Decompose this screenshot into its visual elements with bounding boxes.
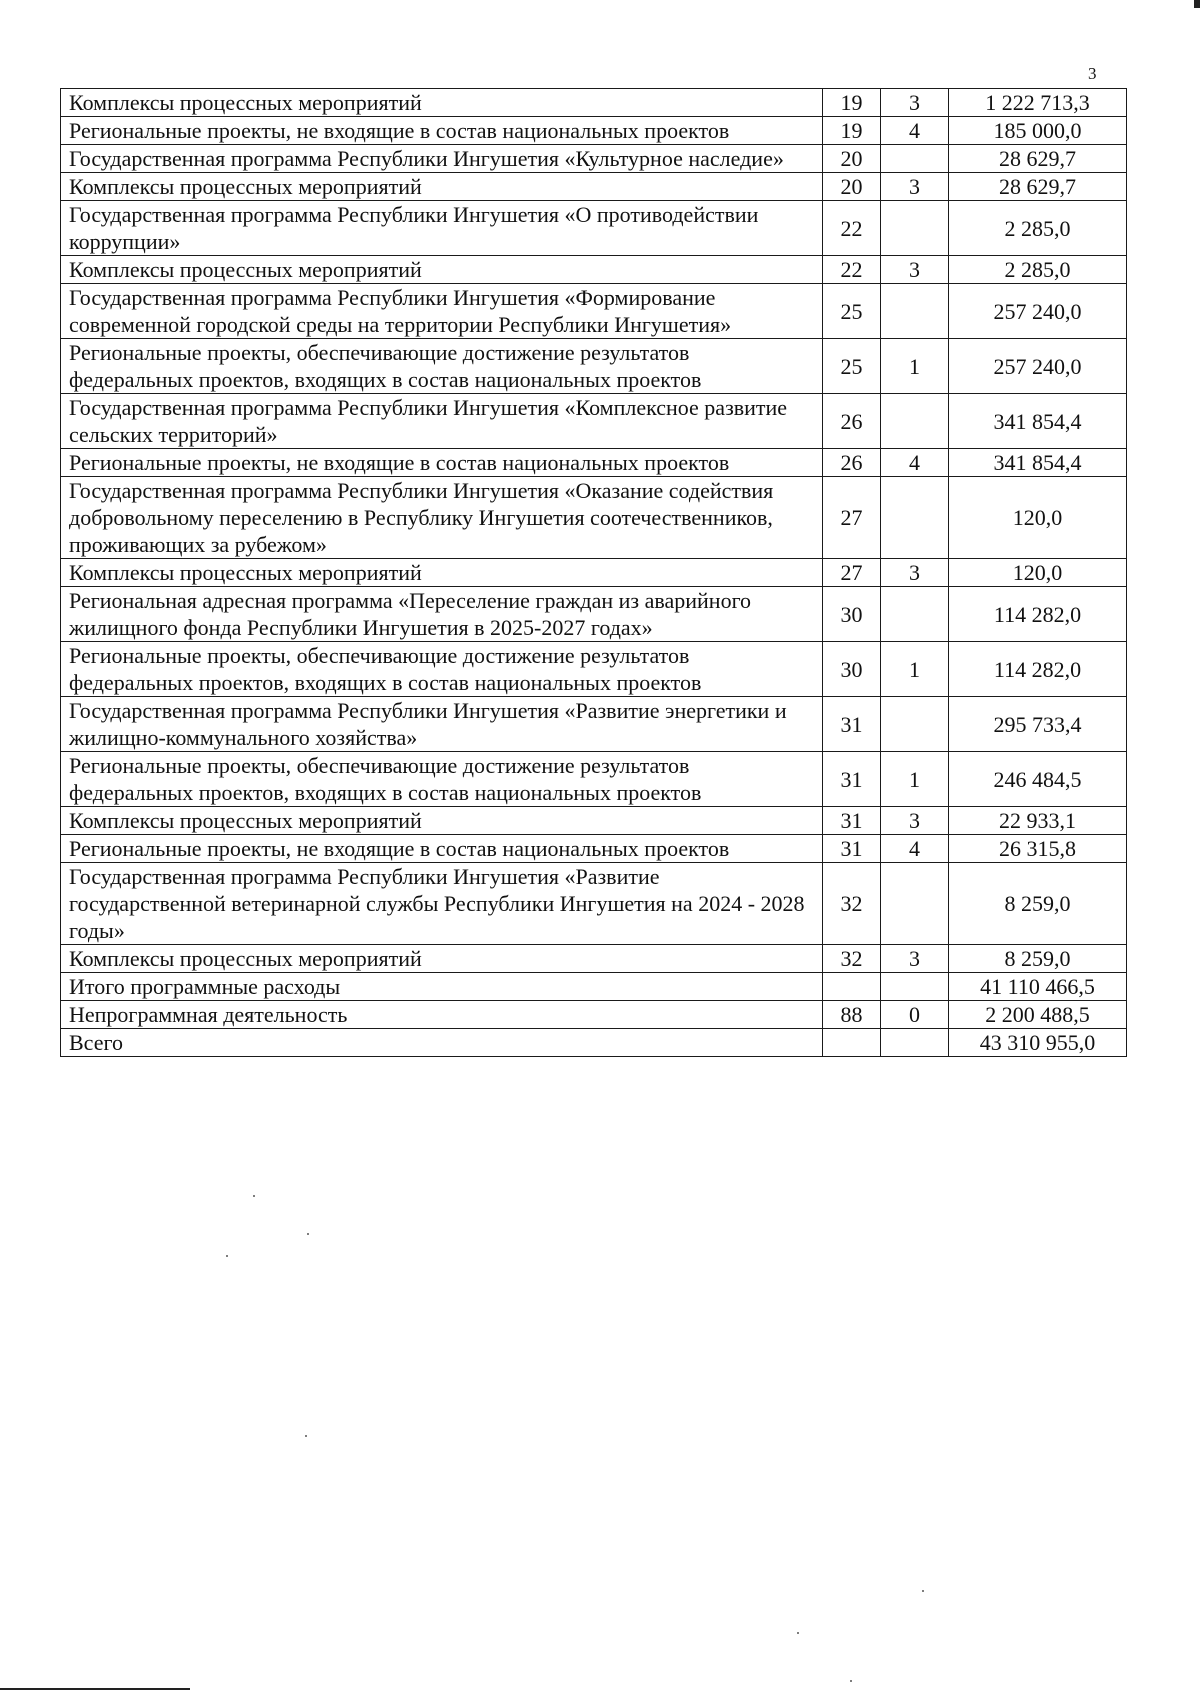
scan-edge-line [0, 1688, 190, 1690]
row-amount-cell: 295 733,4 [949, 697, 1127, 752]
row-name-cell: Комплексы процессных мероприятий [61, 256, 823, 284]
table-row [61, 145, 1127, 173]
row-name-cell: Государственная программа Республики Ингушетия «Комплексное развитие сельских территорий» [61, 394, 823, 449]
row-program-code-cell: 88 [823, 1001, 881, 1029]
row-name-cell: Комплексы процессных мероприятий [61, 807, 823, 835]
row-name-cell: Государственная программа Республики Ингушетия «Развитие энергетики и жилищно-коммунального хозяйства» [61, 697, 823, 752]
row-amount-cell: 8 259,0 [949, 945, 1127, 973]
row-subprogram-code-cell: 3 [881, 256, 949, 284]
table-row [61, 835, 1127, 863]
row-subprogram-code-cell [881, 973, 949, 1001]
row-program-code-cell: 32 [823, 863, 881, 945]
table-row [61, 1029, 1127, 1057]
row-name-cell: Региональные проекты, обеспечивающие достижение результатов федеральных проектов, входящих в состав национальных проектов [61, 642, 823, 697]
row-name-cell: Комплексы процессных мероприятий [61, 559, 823, 587]
row-subprogram-code-cell [881, 863, 949, 945]
row-subprogram-code-cell: 1 [881, 642, 949, 697]
table-row [61, 587, 1127, 642]
row-program-code-cell: 26 [823, 449, 881, 477]
scan-speck [307, 1233, 309, 1235]
table-row [61, 863, 1127, 945]
table-row [61, 477, 1127, 559]
scan-speck [226, 1255, 228, 1257]
row-subprogram-code-cell [881, 1029, 949, 1057]
row-program-code-cell: 31 [823, 752, 881, 807]
row-name-cell: Региональная адресная программа «Переселение граждан из аварийного жилищного фонда Республики Ингушетия в 2025-2027 годах» [61, 587, 823, 642]
row-amount-cell: 246 484,5 [949, 752, 1127, 807]
table-row [61, 807, 1127, 835]
row-subprogram-code-cell [881, 394, 949, 449]
row-name-cell: Государственная программа Республики Ингушетия «Оказание содействия добровольному переселению в Республику Ингушетия соотечественников, проживающих за рубежом» [61, 477, 823, 559]
row-subprogram-code-cell [881, 284, 949, 339]
row-subprogram-code-cell [881, 697, 949, 752]
row-program-code-cell: 19 [823, 117, 881, 145]
row-program-code-cell: 20 [823, 145, 881, 173]
row-program-code-cell [823, 973, 881, 1001]
row-name-cell: Государственная программа Республики Ингушетия «Развитие государственной ветеринарной службы Республики Ингушетия на 2024 - 2028 годы» [61, 863, 823, 945]
table-row [61, 284, 1127, 339]
table-row [61, 752, 1127, 807]
row-program-code-cell: 31 [823, 807, 881, 835]
row-name-cell: Всего [61, 1029, 823, 1057]
row-name-cell: Итого программные расходы [61, 973, 823, 1001]
table-row [61, 173, 1127, 201]
table-row [61, 449, 1127, 477]
table-row [61, 642, 1127, 697]
row-program-code-cell [823, 1029, 881, 1057]
row-program-code-cell: 19 [823, 89, 881, 117]
table-row [61, 394, 1127, 449]
row-subprogram-code-cell: 1 [881, 752, 949, 807]
row-amount-cell: 120,0 [949, 559, 1127, 587]
row-amount-cell: 22 933,1 [949, 807, 1127, 835]
row-name-cell: Региональные проекты, не входящие в состав национальных проектов [61, 117, 823, 145]
row-amount-cell: 2 200 488,5 [949, 1001, 1127, 1029]
row-amount-cell: 2 285,0 [949, 201, 1127, 256]
scan-speck [305, 1435, 307, 1437]
row-amount-cell: 28 629,7 [949, 145, 1127, 173]
row-subprogram-code-cell [881, 587, 949, 642]
row-amount-cell: 28 629,7 [949, 173, 1127, 201]
row-name-cell: Государственная программа Республики Ингушетия «Культурное наследие» [61, 145, 823, 173]
scan-speck [253, 1195, 255, 1197]
row-program-code-cell: 22 [823, 256, 881, 284]
row-amount-cell: 257 240,0 [949, 284, 1127, 339]
row-amount-cell: 2 285,0 [949, 256, 1127, 284]
row-subprogram-code-cell: 3 [881, 945, 949, 973]
row-amount-cell: 185 000,0 [949, 117, 1127, 145]
row-amount-cell: 8 259,0 [949, 863, 1127, 945]
row-program-code-cell: 31 [823, 697, 881, 752]
scan-speck [850, 1680, 852, 1682]
row-program-code-cell: 32 [823, 945, 881, 973]
row-program-code-cell: 30 [823, 642, 881, 697]
row-name-cell: Непрограммная деятельность [61, 1001, 823, 1029]
table-row [61, 201, 1127, 256]
row-amount-cell: 26 315,8 [949, 835, 1127, 863]
row-program-code-cell: 30 [823, 587, 881, 642]
row-name-cell: Региональные проекты, обеспечивающие достижение результатов федеральных проектов, входящих в состав национальных проектов [61, 752, 823, 807]
row-amount-cell: 114 282,0 [949, 642, 1127, 697]
table-body [61, 89, 1127, 1057]
row-name-cell: Комплексы процессных мероприятий [61, 945, 823, 973]
row-name-cell: Комплексы процессных мероприятий [61, 89, 823, 117]
row-subprogram-code-cell [881, 145, 949, 173]
table-row [61, 945, 1127, 973]
row-subprogram-code-cell: 4 [881, 835, 949, 863]
row-subprogram-code-cell [881, 477, 949, 559]
row-subprogram-code-cell: 1 [881, 339, 949, 394]
table-row [61, 117, 1127, 145]
table-row [61, 89, 1127, 117]
row-subprogram-code-cell: 4 [881, 117, 949, 145]
row-subprogram-code-cell: 3 [881, 89, 949, 117]
row-program-code-cell: 25 [823, 284, 881, 339]
scan-speck [922, 1590, 924, 1592]
row-name-cell: Государственная программа Республики Ингушетия «Формирование современной городской среды на территории Республики Ингушетия» [61, 284, 823, 339]
row-amount-cell: 114 282,0 [949, 587, 1127, 642]
budget-table [60, 88, 1127, 1057]
table-row [61, 559, 1127, 587]
row-name-cell: Государственная программа Республики Ингушетия «О противодействии коррупции» [61, 201, 823, 256]
table-row [61, 697, 1127, 752]
row-program-code-cell: 20 [823, 173, 881, 201]
row-subprogram-code-cell [881, 201, 949, 256]
row-amount-cell: 1 222 713,3 [949, 89, 1127, 117]
row-amount-cell: 341 854,4 [949, 449, 1127, 477]
row-name-cell: Региональные проекты, обеспечивающие достижение результатов федеральных проектов, входящих в состав национальных проектов [61, 339, 823, 394]
row-amount-cell: 43 310 955,0 [949, 1029, 1127, 1057]
table-row [61, 256, 1127, 284]
row-subprogram-code-cell: 4 [881, 449, 949, 477]
scan-speck [797, 1632, 799, 1634]
row-program-code-cell: 25 [823, 339, 881, 394]
row-amount-cell: 120,0 [949, 477, 1127, 559]
table-row [61, 339, 1127, 394]
page-number: 3 [1088, 64, 1097, 83]
row-amount-cell: 257 240,0 [949, 339, 1127, 394]
scan-corner-mark [1194, 0, 1200, 8]
row-amount-cell: 341 854,4 [949, 394, 1127, 449]
row-subprogram-code-cell: 3 [881, 173, 949, 201]
row-amount-cell: 41 110 466,5 [949, 973, 1127, 1001]
table-row [61, 973, 1127, 1001]
row-program-code-cell: 22 [823, 201, 881, 256]
table-row [61, 1001, 1127, 1029]
row-program-code-cell: 31 [823, 835, 881, 863]
row-name-cell: Региональные проекты, не входящие в состав национальных проектов [61, 449, 823, 477]
row-program-code-cell: 27 [823, 559, 881, 587]
row-name-cell: Комплексы процессных мероприятий [61, 173, 823, 201]
row-subprogram-code-cell: 0 [881, 1001, 949, 1029]
row-subprogram-code-cell: 3 [881, 559, 949, 587]
row-name-cell: Региональные проекты, не входящие в состав национальных проектов [61, 835, 823, 863]
row-program-code-cell: 27 [823, 477, 881, 559]
row-program-code-cell: 26 [823, 394, 881, 449]
row-subprogram-code-cell: 3 [881, 807, 949, 835]
